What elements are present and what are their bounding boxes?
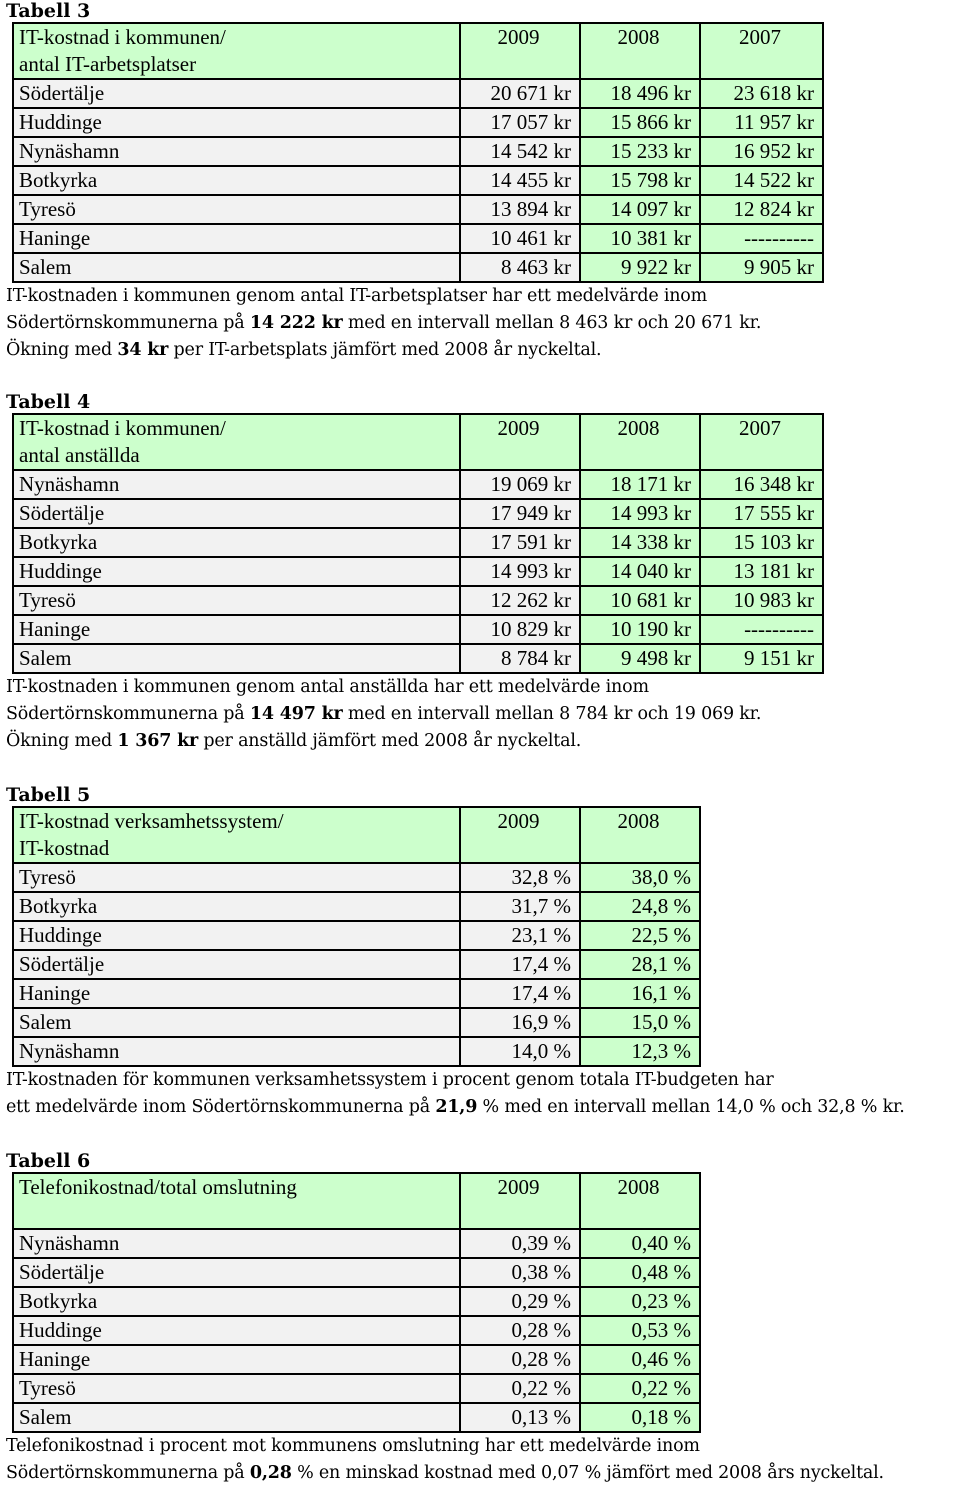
row-municipality: Botkyrka xyxy=(13,528,460,557)
table-row xyxy=(13,1374,700,1403)
row-value-2008: 10 681 kr xyxy=(580,586,700,615)
row-value-2009: 14 542 kr xyxy=(460,137,580,166)
header-year: 2009 xyxy=(460,1173,580,1229)
row-value-2008: 9 922 kr xyxy=(580,253,700,282)
row-value-2007: 10 983 kr xyxy=(700,586,823,615)
row-municipality: Nynäshamn xyxy=(13,1229,460,1258)
row-value-2008: 9 498 kr xyxy=(580,644,700,673)
table-row xyxy=(13,253,823,282)
row-value-2009: 13 894 kr xyxy=(460,195,580,224)
row-value-2008: 14 338 kr xyxy=(580,528,700,557)
row-municipality: Södertälje xyxy=(13,1258,460,1287)
row-municipality: Tyresö xyxy=(13,586,460,615)
table-body xyxy=(13,1229,700,1432)
note-text: Södertörnskommunerna på xyxy=(6,1463,250,1483)
row-value-2008: 0,18 % xyxy=(580,1403,700,1432)
row-value-2008: 15 866 kr xyxy=(580,108,700,137)
table-row xyxy=(13,921,700,950)
row-municipality: Haninge xyxy=(13,979,460,1008)
header-label: IT-kostnad verksamhetssystem/ IT-kostnad xyxy=(13,807,460,863)
note-highlight: 34 kr xyxy=(117,340,169,360)
note-line xyxy=(6,310,824,337)
note-highlight: 14 222 kr xyxy=(249,313,343,333)
row-value-2007: 16 348 kr xyxy=(700,470,823,499)
note-line xyxy=(6,674,824,701)
row-value-2009: 10 461 kr xyxy=(460,224,580,253)
row-value-2008: 0,23 % xyxy=(580,1287,700,1316)
table-row xyxy=(13,499,823,528)
row-value-2007: ---------- xyxy=(700,615,823,644)
row-value-2008: 24,8 % xyxy=(580,892,700,921)
row-value-2007: ---------- xyxy=(700,224,823,253)
row-value-2009: 8 463 kr xyxy=(460,253,580,282)
table-row xyxy=(13,615,823,644)
table-block-4 xyxy=(6,391,824,755)
note-line xyxy=(6,728,824,755)
row-value-2008: 14 993 kr xyxy=(580,499,700,528)
row-value-2008: 15,0 % xyxy=(580,1008,700,1037)
table-row xyxy=(13,79,823,108)
row-value-2009: 17 949 kr xyxy=(460,499,580,528)
table-body xyxy=(13,470,823,673)
table-row xyxy=(13,1287,700,1316)
row-value-2009: 0,13 % xyxy=(460,1403,580,1432)
header-year: 2008 xyxy=(580,807,700,863)
table-row xyxy=(13,1403,700,1432)
note-line xyxy=(6,1094,905,1121)
row-value-2007: 9 905 kr xyxy=(700,253,823,282)
table-row xyxy=(13,586,823,615)
note-line xyxy=(6,1067,905,1094)
note-text: % med en intervall mellan 14,0 % och 32,8 % kr. xyxy=(477,1097,905,1117)
note-text: IT-kostnaden i kommunen genom antal anställda har ett medelvärde inom xyxy=(6,677,649,697)
row-value-2008: 0,22 % xyxy=(580,1374,700,1403)
data-table xyxy=(12,806,701,1067)
note-text: Södertörnskommunerna på xyxy=(6,704,250,724)
row-municipality: Salem xyxy=(13,644,460,673)
note-highlight: 1 367 kr xyxy=(117,731,199,751)
row-municipality: Tyresö xyxy=(13,863,460,892)
table-body xyxy=(13,79,823,282)
row-value-2007: 9 151 kr xyxy=(700,644,823,673)
table-caption: Tabell 4 xyxy=(6,391,91,413)
row-value-2008: 15 798 kr xyxy=(580,166,700,195)
row-value-2009: 32,8 % xyxy=(460,863,580,892)
note-line xyxy=(6,701,824,728)
table-row xyxy=(13,979,700,1008)
note-text: med en intervall mellan 8 463 kr och 20 671 kr. xyxy=(342,313,762,333)
row-value-2008: 15 233 kr xyxy=(580,137,700,166)
row-value-2007: 17 555 kr xyxy=(700,499,823,528)
header-year: 2008 xyxy=(580,23,700,79)
note-text: Ökning med xyxy=(6,731,118,751)
row-value-2009: 17 591 kr xyxy=(460,528,580,557)
note-line xyxy=(6,283,824,310)
table-header-row xyxy=(13,807,700,863)
table-row xyxy=(13,528,823,557)
table-header-row xyxy=(13,414,823,470)
row-municipality: Nynäshamn xyxy=(13,1037,460,1066)
row-value-2008: 10 190 kr xyxy=(580,615,700,644)
row-value-2008: 12,3 % xyxy=(580,1037,700,1066)
table-body xyxy=(13,863,700,1066)
row-value-2009: 19 069 kr xyxy=(460,470,580,499)
table-note xyxy=(6,283,824,364)
row-value-2009: 10 829 kr xyxy=(460,615,580,644)
row-municipality: Haninge xyxy=(13,615,460,644)
table-row xyxy=(13,950,700,979)
row-municipality: Nynäshamn xyxy=(13,470,460,499)
row-municipality: Tyresö xyxy=(13,195,460,224)
row-value-2008: 38,0 % xyxy=(580,863,700,892)
note-text: ett medelvärde inom Södertörnskommunerna på xyxy=(6,1097,436,1117)
row-municipality: Huddinge xyxy=(13,921,460,950)
table-row xyxy=(13,224,823,253)
row-value-2009: 0,28 % xyxy=(460,1345,580,1374)
note-text: Telefonikostnad i procent mot kommunens omslutning har ett medelvärde inom xyxy=(6,1436,700,1456)
table-row xyxy=(13,1345,700,1374)
note-text: IT-kostnaden i kommunen genom antal IT-arbetsplatser har ett medelvärde inom xyxy=(6,286,708,306)
row-value-2009: 17 057 kr xyxy=(460,108,580,137)
row-value-2008: 0,46 % xyxy=(580,1345,700,1374)
row-value-2007: 13 181 kr xyxy=(700,557,823,586)
data-table xyxy=(12,22,824,283)
table-row xyxy=(13,1037,700,1066)
table-header-row xyxy=(13,23,823,79)
row-value-2009: 14 455 kr xyxy=(460,166,580,195)
row-municipality: Haninge xyxy=(13,224,460,253)
row-value-2007: 16 952 kr xyxy=(700,137,823,166)
row-municipality: Huddinge xyxy=(13,108,460,137)
table-row xyxy=(13,863,700,892)
table-row xyxy=(13,644,823,673)
header-year: 2009 xyxy=(460,414,580,470)
header-label: IT-kostnad i kommunen/ antal IT-arbetsplatser xyxy=(13,23,460,79)
row-value-2008: 18 496 kr xyxy=(580,79,700,108)
row-value-2009: 8 784 kr xyxy=(460,644,580,673)
row-municipality: Salem xyxy=(13,253,460,282)
table-note xyxy=(6,1067,905,1121)
row-value-2009: 0,29 % xyxy=(460,1287,580,1316)
row-value-2009: 16,9 % xyxy=(460,1008,580,1037)
note-line xyxy=(6,1433,884,1460)
row-value-2008: 14 097 kr xyxy=(580,195,700,224)
row-value-2009: 14 993 kr xyxy=(460,557,580,586)
row-value-2007: 23 618 kr xyxy=(700,79,823,108)
row-value-2008: 10 381 kr xyxy=(580,224,700,253)
table-row xyxy=(13,108,823,137)
table-row xyxy=(13,1316,700,1345)
table-row xyxy=(13,892,700,921)
table-row xyxy=(13,1008,700,1037)
row-municipality: Salem xyxy=(13,1008,460,1037)
note-line xyxy=(6,1460,884,1487)
row-value-2008: 28,1 % xyxy=(580,950,700,979)
row-value-2009: 17,4 % xyxy=(460,950,580,979)
note-text: per anställd jämfört med 2008 år nyckeltal. xyxy=(198,731,582,751)
table-row xyxy=(13,166,823,195)
table-row xyxy=(13,137,823,166)
row-value-2007: 15 103 kr xyxy=(700,528,823,557)
row-municipality: Botkyrka xyxy=(13,892,460,921)
row-value-2007: 14 522 kr xyxy=(700,166,823,195)
note-text: IT-kostnaden för kommunen verksamhetssystem i procent genom totala IT-budgeten har xyxy=(6,1070,774,1090)
header-year: 2007 xyxy=(700,414,823,470)
table-caption: Tabell 5 xyxy=(6,784,91,806)
note-text: % en minskad kostnad med 0,07 % jämfört med 2008 års nyckeltal. xyxy=(291,1463,884,1483)
row-municipality: Nynäshamn xyxy=(13,137,460,166)
row-value-2009: 14,0 % xyxy=(460,1037,580,1066)
row-municipality: Botkyrka xyxy=(13,1287,460,1316)
note-text: Södertörnskommunerna på xyxy=(6,313,250,333)
table-row xyxy=(13,470,823,499)
header-year: 2008 xyxy=(580,414,700,470)
row-value-2008: 16,1 % xyxy=(580,979,700,1008)
row-value-2009: 0,22 % xyxy=(460,1374,580,1403)
note-line xyxy=(6,337,824,364)
table-row xyxy=(13,557,823,586)
row-value-2008: 22,5 % xyxy=(580,921,700,950)
row-municipality: Botkyrka xyxy=(13,166,460,195)
header-year: 2008 xyxy=(580,1173,700,1229)
note-highlight: 14 497 kr xyxy=(249,704,343,724)
row-value-2008: 18 171 kr xyxy=(580,470,700,499)
row-value-2008: 0,40 % xyxy=(580,1229,700,1258)
table-row xyxy=(13,195,823,224)
row-value-2009: 12 262 kr xyxy=(460,586,580,615)
table-caption: Tabell 6 xyxy=(6,1150,91,1172)
row-municipality: Tyresö xyxy=(13,1374,460,1403)
table-note xyxy=(6,674,824,755)
note-highlight: 0,28 xyxy=(249,1463,292,1483)
row-municipality: Haninge xyxy=(13,1345,460,1374)
table-block-6 xyxy=(6,1150,884,1487)
note-text: per IT-arbetsplats jämfört med 2008 år nyckeltal. xyxy=(168,340,602,360)
row-municipality: Huddinge xyxy=(13,1316,460,1345)
row-value-2009: 0,38 % xyxy=(460,1258,580,1287)
table-caption: Tabell 3 xyxy=(6,0,91,22)
header-label: IT-kostnad i kommunen/ antal anställda xyxy=(13,414,460,470)
table-note xyxy=(6,1433,884,1487)
row-municipality: Salem xyxy=(13,1403,460,1432)
row-value-2007: 12 824 kr xyxy=(700,195,823,224)
table-header-row xyxy=(13,1173,700,1229)
row-municipality: Södertälje xyxy=(13,499,460,528)
note-text: Ökning med xyxy=(6,340,118,360)
row-municipality: Södertälje xyxy=(13,79,460,108)
row-value-2007: 11 957 kr xyxy=(700,108,823,137)
header-year: 2007 xyxy=(700,23,823,79)
row-value-2009: 23,1 % xyxy=(460,921,580,950)
header-year: 2009 xyxy=(460,807,580,863)
data-table xyxy=(12,413,824,674)
row-value-2009: 17,4 % xyxy=(460,979,580,1008)
row-municipality: Huddinge xyxy=(13,557,460,586)
data-table xyxy=(12,1172,701,1433)
row-value-2009: 0,28 % xyxy=(460,1316,580,1345)
header-year: 2009 xyxy=(460,23,580,79)
note-text: med en intervall mellan 8 784 kr och 19 069 kr. xyxy=(342,704,762,724)
row-value-2008: 14 040 kr xyxy=(580,557,700,586)
table-row xyxy=(13,1258,700,1287)
row-value-2009: 0,39 % xyxy=(460,1229,580,1258)
table-row xyxy=(13,1229,700,1258)
row-municipality: Södertälje xyxy=(13,950,460,979)
header-label: Telefonikostnad/total omslutning xyxy=(13,1173,460,1229)
table-block-3 xyxy=(6,0,824,364)
row-value-2008: 0,48 % xyxy=(580,1258,700,1287)
table-block-5 xyxy=(6,784,905,1121)
row-value-2009: 31,7 % xyxy=(460,892,580,921)
row-value-2008: 0,53 % xyxy=(580,1316,700,1345)
row-value-2009: 20 671 kr xyxy=(460,79,580,108)
note-highlight: 21,9 xyxy=(435,1097,478,1117)
